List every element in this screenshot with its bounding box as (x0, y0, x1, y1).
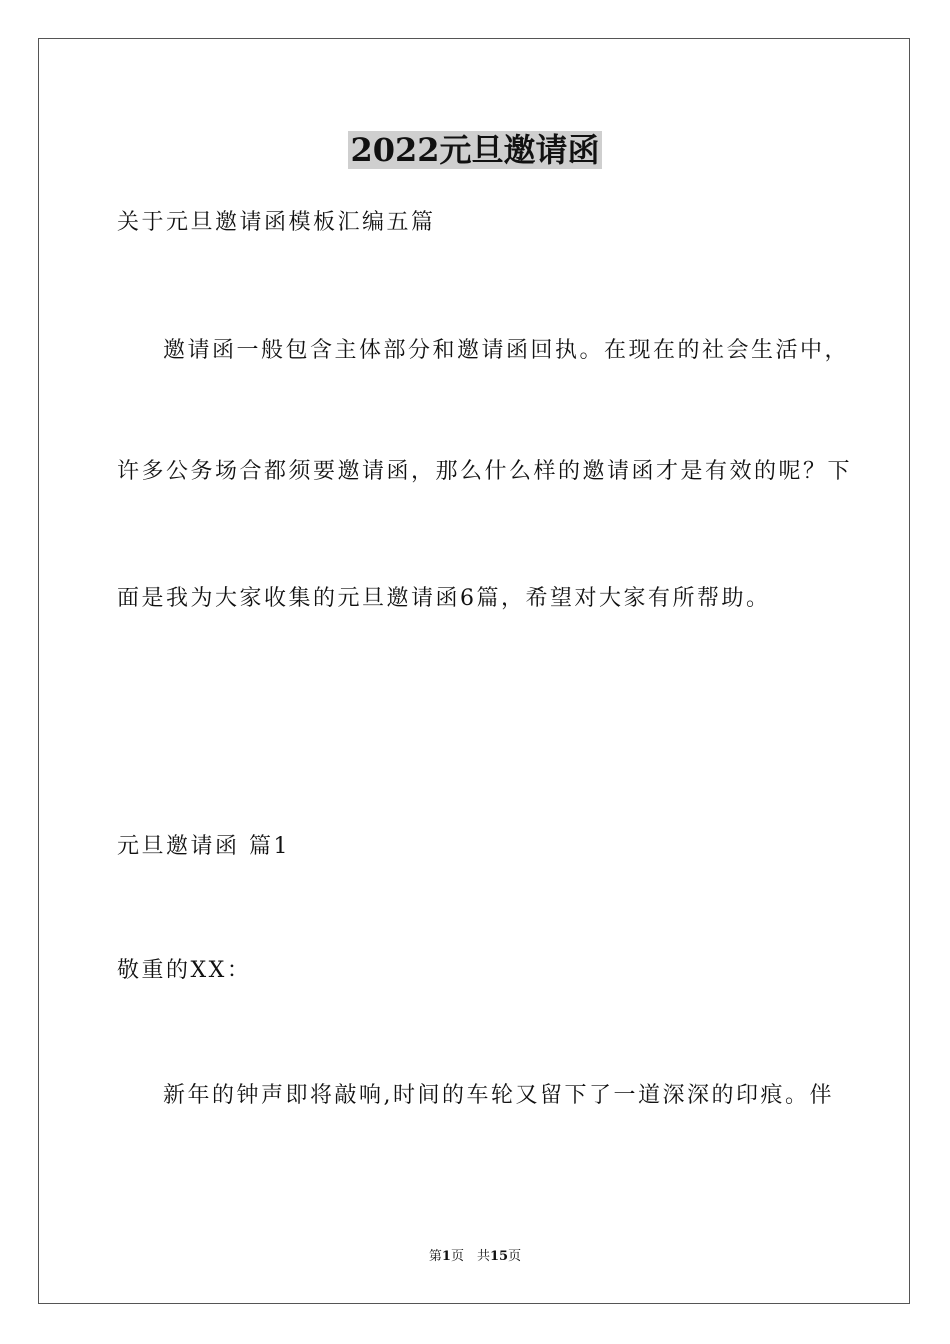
footer-page-mid: 页 共 (450, 1249, 490, 1264)
document-title (0, 128, 950, 172)
intro-line-3: 面是我为大家收集的元旦邀请函6篇，希望对大家有所帮助。 (117, 586, 771, 611)
footer-page-total: 15 (489, 1249, 509, 1264)
intro-line-1: 邀请函一般包含主体部分和邀请函回执。在现在的社会生活中， (163, 338, 850, 363)
page-footer (0, 1248, 950, 1266)
salutation: 敬重的XX： (117, 958, 252, 983)
body-line-1: 新年的钟声即将敲响,时间的车轮又留下了一道深深的印痕。伴 (163, 1083, 834, 1108)
footer-page-suffix: 页 (508, 1249, 522, 1264)
document-title-text: 2022元旦邀请函 (350, 131, 600, 169)
intro-line-2: 许多公务场合都须要邀请函，那么什么样的邀请函才是有效的呢？下 (117, 459, 853, 484)
document-subtitle: 关于元旦邀请函模板汇编五篇 (117, 210, 436, 235)
footer-page-current: 1 (441, 1249, 451, 1264)
footer-page-prefix: 第 (428, 1249, 442, 1264)
section-heading: 元旦邀请函 篇1 (117, 834, 290, 859)
